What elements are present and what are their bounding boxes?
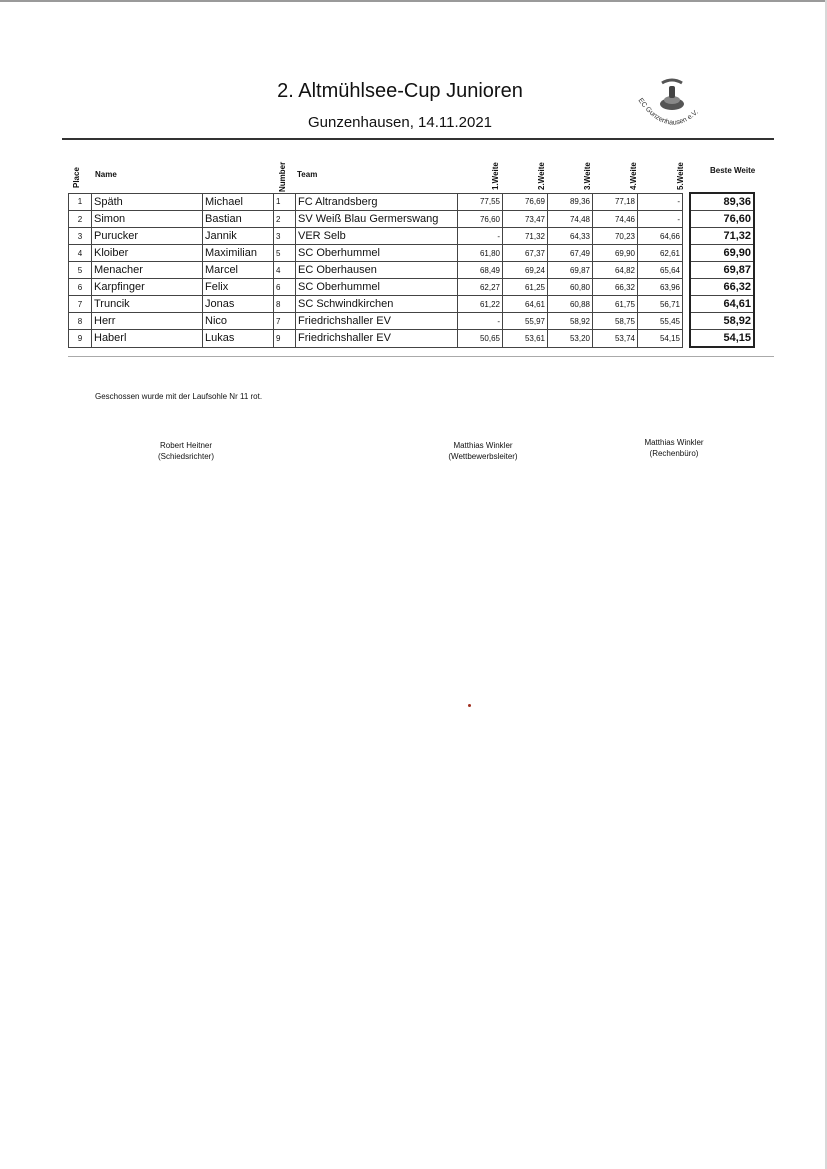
col-header-w1: 1.Weite bbox=[491, 162, 500, 190]
col-header-team: Team bbox=[297, 170, 318, 179]
cell-weite-2: 55,97 bbox=[503, 313, 548, 330]
cell-weite-4: 74,46 bbox=[593, 211, 638, 228]
cell-weite-1: 77,55 bbox=[458, 193, 503, 211]
cell-first-name: Maximilian bbox=[203, 245, 274, 262]
cell-number: 9 bbox=[274, 330, 296, 348]
cell-weite-2: 71,32 bbox=[503, 228, 548, 245]
cell-first-name: Nico bbox=[203, 313, 274, 330]
cell-last-name: Kloiber bbox=[92, 245, 203, 262]
page-top-edge bbox=[0, 0, 827, 2]
cell-last-name: Herr bbox=[92, 313, 203, 330]
cell-weite-3: 89,36 bbox=[548, 193, 593, 211]
cell-place: 9 bbox=[69, 330, 92, 348]
cell-place: 1 bbox=[69, 193, 92, 211]
col-header-w4: 4.Weite bbox=[629, 162, 638, 190]
table-row bbox=[69, 193, 755, 211]
table-row bbox=[69, 330, 755, 348]
cell-weite-1: 61,80 bbox=[458, 245, 503, 262]
signature-name: Robert Heitner bbox=[159, 441, 213, 450]
cell-last-name: Menacher bbox=[92, 262, 203, 279]
cell-best-distance: 69,87 bbox=[690, 262, 754, 279]
column-gap bbox=[683, 193, 691, 211]
cell-number: 2 bbox=[274, 211, 296, 228]
column-gap bbox=[683, 262, 691, 279]
cell-best-distance: 76,60 bbox=[690, 211, 754, 228]
cell-first-name: Marcel bbox=[203, 262, 274, 279]
signature-name: Matthias Winkler bbox=[644, 438, 704, 447]
col-header-place: Place bbox=[72, 167, 81, 188]
cell-last-name: Haberl bbox=[92, 330, 203, 348]
cell-team: SV Weiß Blau Germerswang bbox=[296, 211, 458, 228]
cell-weite-4: 53,74 bbox=[593, 330, 638, 348]
cell-weite-1: - bbox=[458, 228, 503, 245]
cell-number: 4 bbox=[274, 262, 296, 279]
cell-weite-1: 62,27 bbox=[458, 279, 503, 296]
page-subtitle: Gunzenhausen, 14.11.2021 bbox=[307, 114, 493, 131]
cell-best-distance: 69,90 bbox=[690, 245, 754, 262]
column-gap bbox=[683, 313, 691, 330]
cell-weite-2: 73,47 bbox=[503, 211, 548, 228]
cell-weite-5: 54,15 bbox=[638, 330, 683, 348]
cell-weite-5: 64,66 bbox=[638, 228, 683, 245]
cell-weite-3: 60,80 bbox=[548, 279, 593, 296]
cell-weite-3: 67,49 bbox=[548, 245, 593, 262]
header-rule bbox=[62, 138, 774, 140]
cell-first-name: Jannik bbox=[203, 228, 274, 245]
footnote: Geschossen wurde mit der Laufsohle Nr 11 rot. bbox=[95, 392, 263, 401]
page-title: 2. Altmühlsee-Cup Junioren bbox=[277, 80, 523, 102]
cell-team: SC Oberhummel bbox=[296, 245, 458, 262]
column-gap bbox=[683, 330, 691, 348]
cell-weite-2: 61,25 bbox=[503, 279, 548, 296]
cell-team: FC Altrandsberg bbox=[296, 193, 458, 211]
signature-role: (Wettbewerbsleiter) bbox=[448, 452, 518, 461]
cell-team: SC Oberhummel bbox=[296, 279, 458, 296]
col-header-w2: 2.Weite bbox=[537, 162, 546, 190]
cell-weite-4: 69,90 bbox=[593, 245, 638, 262]
cell-weite-4: 58,75 bbox=[593, 313, 638, 330]
cell-best-distance: 54,15 bbox=[690, 330, 754, 348]
cell-weite-1: 76,60 bbox=[458, 211, 503, 228]
cell-number: 7 bbox=[274, 313, 296, 330]
signature-role: (Schiedsrichter) bbox=[157, 452, 214, 461]
cell-weite-1: 50,65 bbox=[458, 330, 503, 348]
cell-weite-2: 67,37 bbox=[503, 245, 548, 262]
cell-best-distance: 71,32 bbox=[690, 228, 754, 245]
cell-first-name: Michael bbox=[203, 193, 274, 211]
cell-team: EC Oberhausen bbox=[296, 262, 458, 279]
cell-best-distance: 64,61 bbox=[690, 296, 754, 313]
cell-number: 5 bbox=[274, 245, 296, 262]
cell-last-name: Simon bbox=[92, 211, 203, 228]
cell-weite-1: 61,22 bbox=[458, 296, 503, 313]
signature-referee bbox=[116, 440, 256, 462]
cell-weite-5: 55,45 bbox=[638, 313, 683, 330]
results-table bbox=[68, 192, 755, 348]
cell-place: 8 bbox=[69, 313, 92, 330]
cell-weite-2: 64,61 bbox=[503, 296, 548, 313]
cell-weite-5: - bbox=[638, 211, 683, 228]
cell-weite-4: 77,18 bbox=[593, 193, 638, 211]
cell-best-distance: 58,92 bbox=[690, 313, 754, 330]
cell-first-name: Bastian bbox=[203, 211, 274, 228]
column-gap bbox=[683, 245, 691, 262]
cell-place: 6 bbox=[69, 279, 92, 296]
table-row bbox=[69, 245, 755, 262]
cell-weite-5: 63,96 bbox=[638, 279, 683, 296]
signature-role: (Rechenbüro) bbox=[649, 449, 699, 458]
cell-place: 4 bbox=[69, 245, 92, 262]
cell-team: Friedrichshaller EV bbox=[296, 313, 458, 330]
cell-last-name: Karpfinger bbox=[92, 279, 203, 296]
cell-weite-5: 62,61 bbox=[638, 245, 683, 262]
cell-number: 1 bbox=[274, 193, 296, 211]
column-gap bbox=[683, 296, 691, 313]
col-header-name: Name bbox=[95, 170, 117, 179]
cell-weite-3: 60,88 bbox=[548, 296, 593, 313]
cell-weite-3: 53,20 bbox=[548, 330, 593, 348]
cell-weite-1: - bbox=[458, 313, 503, 330]
cell-first-name: Lukas bbox=[203, 330, 274, 348]
club-logo bbox=[632, 78, 712, 138]
col-header-number: Number bbox=[278, 161, 287, 192]
table-row bbox=[69, 211, 755, 228]
cell-weite-1: 68,49 bbox=[458, 262, 503, 279]
table-row bbox=[69, 228, 755, 245]
cell-weite-2: 69,24 bbox=[503, 262, 548, 279]
cell-team: Friedrichshaller EV bbox=[296, 330, 458, 348]
cell-weite-4: 66,32 bbox=[593, 279, 638, 296]
cell-weite-5: - bbox=[638, 193, 683, 211]
cell-weite-4: 70,23 bbox=[593, 228, 638, 245]
cell-number: 8 bbox=[274, 296, 296, 313]
cell-place: 2 bbox=[69, 211, 92, 228]
cell-team: SC Schwindkirchen bbox=[296, 296, 458, 313]
cell-place: 5 bbox=[69, 262, 92, 279]
signature-computing bbox=[604, 437, 744, 459]
col-header-w5: 5.Weite bbox=[676, 162, 685, 190]
column-gap bbox=[683, 228, 691, 245]
table-row bbox=[69, 262, 755, 279]
cell-place: 7 bbox=[69, 296, 92, 313]
table-row bbox=[69, 296, 755, 313]
signature-competition-lead bbox=[413, 440, 553, 462]
cell-weite-3: 74,48 bbox=[548, 211, 593, 228]
cell-last-name: Späth bbox=[92, 193, 203, 211]
cell-weite-3: 69,87 bbox=[548, 262, 593, 279]
table-bottom-rule bbox=[68, 356, 774, 357]
table-row bbox=[69, 313, 755, 330]
cell-best-distance: 66,32 bbox=[690, 279, 754, 296]
cell-weite-3: 64,33 bbox=[548, 228, 593, 245]
cell-weite-3: 58,92 bbox=[548, 313, 593, 330]
cell-last-name: Truncik bbox=[92, 296, 203, 313]
cell-weite-5: 56,71 bbox=[638, 296, 683, 313]
cell-team: VER Selb bbox=[296, 228, 458, 245]
cell-place: 3 bbox=[69, 228, 92, 245]
cell-best-distance: 89,36 bbox=[690, 193, 754, 211]
column-gap bbox=[683, 279, 691, 296]
cell-number: 6 bbox=[274, 279, 296, 296]
logo-text: EC Gunzenhausen e.V. bbox=[636, 97, 700, 127]
cell-first-name: Jonas bbox=[203, 296, 274, 313]
table-row bbox=[69, 279, 755, 296]
signature-name: Matthias Winkler bbox=[453, 441, 513, 450]
cell-weite-4: 61,75 bbox=[593, 296, 638, 313]
column-gap bbox=[683, 211, 691, 228]
cell-number: 3 bbox=[274, 228, 296, 245]
cell-last-name: Purucker bbox=[92, 228, 203, 245]
cell-weite-5: 65,64 bbox=[638, 262, 683, 279]
cell-weite-4: 64,82 bbox=[593, 262, 638, 279]
col-header-best: Beste Weite bbox=[710, 166, 756, 175]
cell-weite-2: 53,61 bbox=[503, 330, 548, 348]
cell-weite-2: 76,69 bbox=[503, 193, 548, 211]
scan-speck bbox=[468, 704, 471, 707]
col-header-w3: 3.Weite bbox=[583, 162, 592, 190]
cell-first-name: Felix bbox=[203, 279, 274, 296]
